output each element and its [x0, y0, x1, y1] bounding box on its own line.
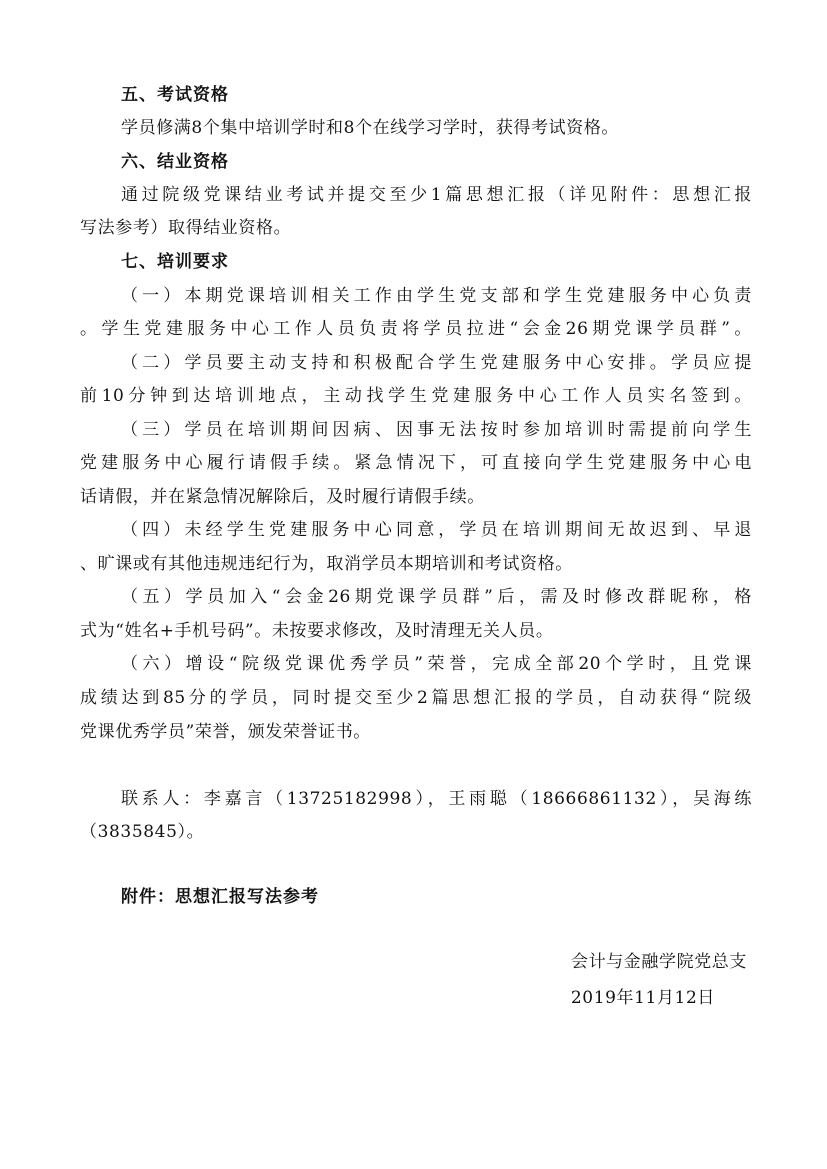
signature-organization: 会计与金融学院党总支	[571, 952, 747, 972]
completion-qualification-text-line1: 通过院级党课结业考试并提交至少1篇思想汇报（详见附件：思想汇报	[121, 185, 752, 205]
requirement-1-line1: （一）本期党课培训相关工作由学生党支部和学生党建服务中心负责	[121, 286, 752, 306]
attachment-label: 附件：思想汇报写法参考	[121, 887, 319, 907]
requirement-4-line1: （四）未经学生党建服务中心同意，学员在培训期间无故迟到、早退	[121, 520, 752, 540]
completion-qualification-text-line2: 写法参考）取得结业资格。	[80, 218, 292, 238]
requirement-6-line3: 党课优秀学员”荣誉，颁发荣誉证书。	[80, 722, 371, 742]
signature-date: 2019年11月12日	[570, 988, 715, 1008]
section-heading-completion-qualification: 六、结业资格	[121, 152, 229, 172]
requirement-5-line1: （五）学员加入“会金26期党课学员群”后，需及时修改群昵称，格	[121, 587, 752, 607]
requirement-3-line3: 话请假，并在紧急情况解除后，及时履行请假手续。	[80, 487, 485, 507]
requirement-4-line2: 、旷课或有其他违规违纪行为，取消学员本期培训和考试资格。	[80, 554, 573, 574]
requirement-2-line1: （二）学员要主动支持和积极配合学生党建服务中心安排。学员应提	[121, 353, 752, 373]
section-heading-exam-qualification: 五、考试资格	[121, 85, 229, 105]
requirement-1-line2: 。学生党建服务中心工作人员负责将学员拉进“会金26期党课学员群”。	[80, 319, 752, 339]
requirement-3-line2: 党建服务中心履行请假手续。紧急情况下，可直接向学生党建服务中心电	[80, 453, 752, 473]
requirement-6-line2: 成绩达到85分的学员，同时提交至少2篇思想汇报的学员，自动获得“院级	[80, 688, 752, 708]
requirement-5-line2: 式为“姓名+手机号码”。未按要求修改，及时清理无关人员。	[80, 621, 554, 641]
contact-line2: （3835845）。	[80, 822, 205, 842]
section-heading-training-requirements: 七、培训要求	[121, 252, 229, 272]
exam-qualification-text: 学员修满8个集中培训学时和8个在线学习学时，获得考试资格。	[121, 118, 620, 138]
requirement-3-line1: （三）学员在培训期间因病、因事无法按时参加培训时需提前向学生	[121, 420, 752, 440]
contact-line1: 联系人：李嘉言（13725182998），王雨聪（18666861132），吴海练	[121, 789, 752, 809]
requirement-2-line2: 前10分钟到达培训地点，主动找学生党建服务中心工作人员实名签到。	[80, 386, 752, 406]
requirement-6-line1: （六）增设“院级党课优秀学员”荣誉，完成全部20个学时，且党课	[121, 654, 752, 674]
